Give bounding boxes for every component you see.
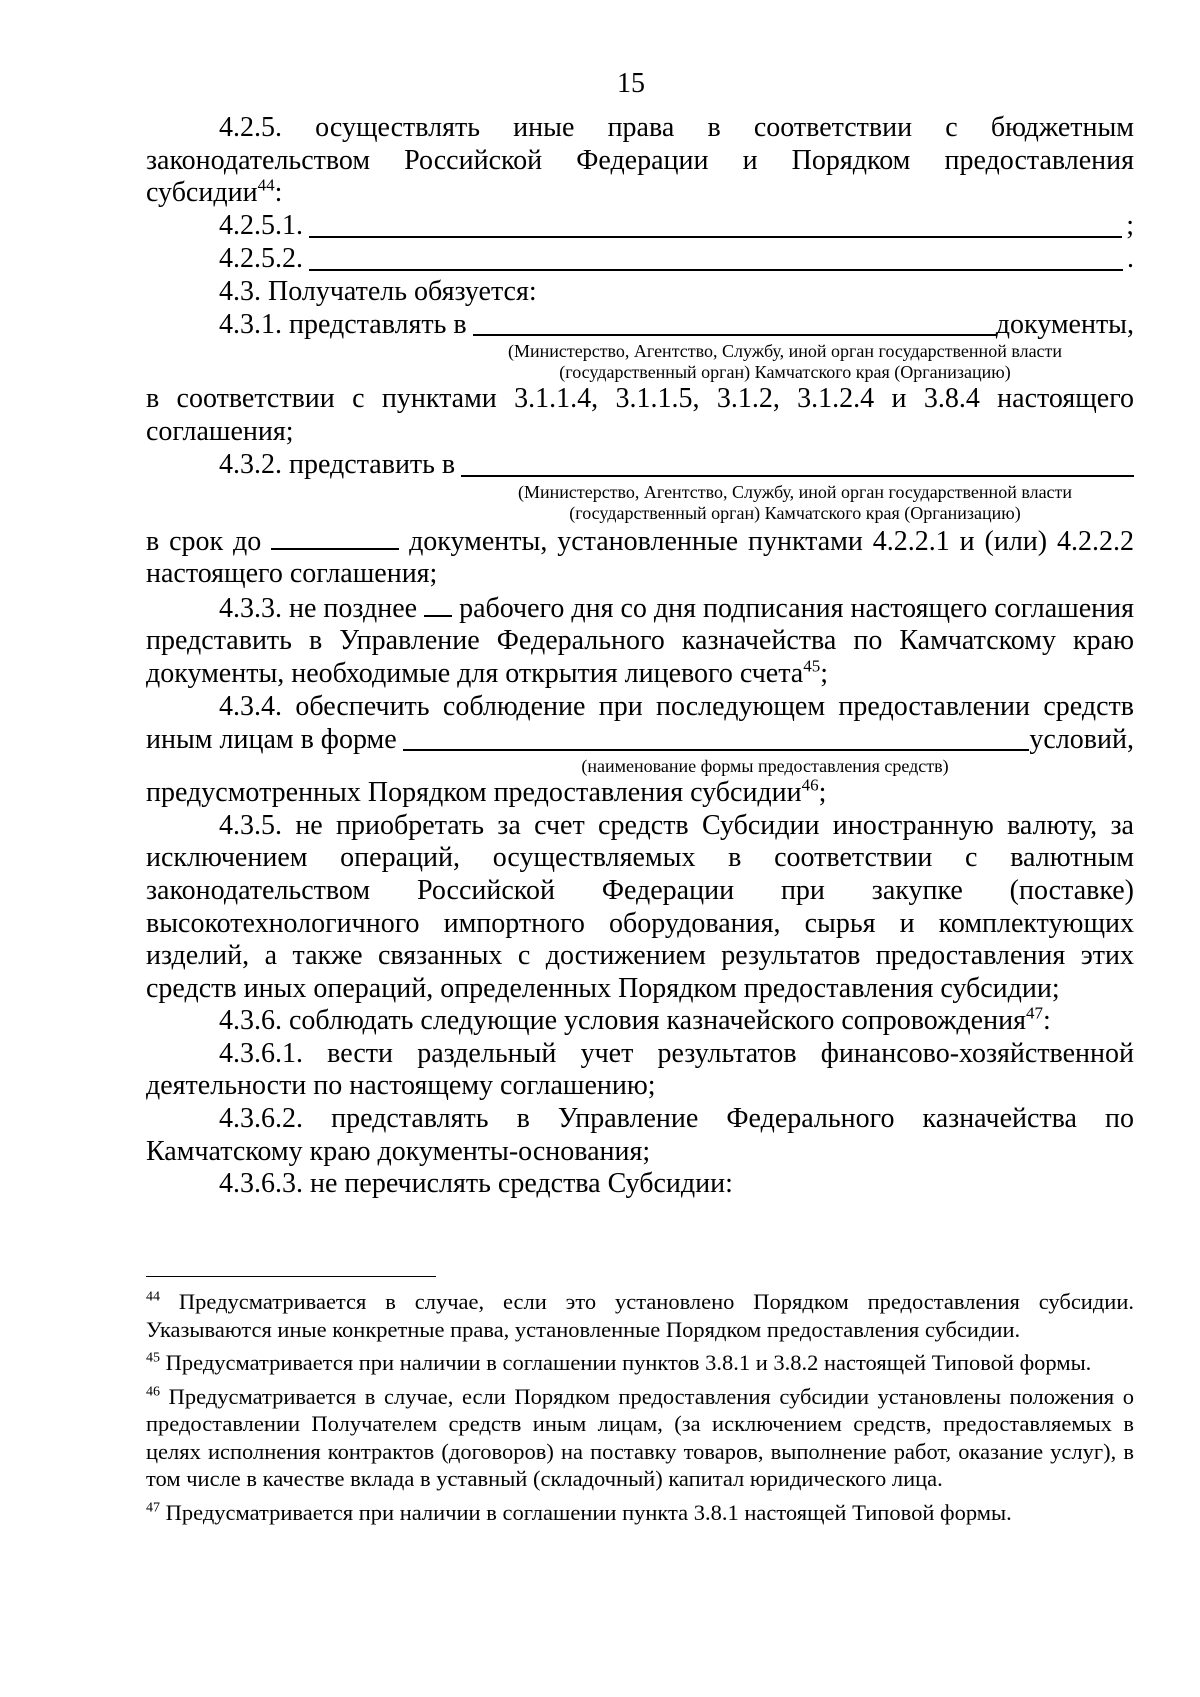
paragraph-4-3-2-continued: в срок до документы, установленные пунктами 4.2.2.1 и (или) 4.2.2.2 настоящего соглашения; [146, 525, 1135, 590]
caption-organ-2: (Министерство, Агентство, Службу, иной орган государственной власти (государственный орган) Камчатского края (Организацию) [517, 481, 1073, 523]
paragraph-4-3-2: 4.3.2. представить в [146, 449, 1134, 482]
document-body [146, 112, 1134, 1201]
footnote-44: $^{44}$ Предусматривается в случае, если это установлено Порядком предоставления субсидии. Указываются иные конкретные права, установленные Порядком предоставления субсидии. [146, 1289, 1134, 1342]
blank-field-deadline [271, 524, 399, 550]
paragraph-4-3-1-continued: в соответствии с пунктами 3.1.1.4, 3.1.1.5, 3.1.2, 3.1.2.4 и 3.8.4 настоящего соглашения; [146, 383, 1134, 447]
footnotes [146, 1288, 1134, 1532]
paragraph-4-2-5-2: 4.2.5.2. . [219, 243, 1134, 275]
page-number: 15 [617, 68, 645, 99]
caption-organ: (Министерство, Агентство, Службу, иной орган государственной власти (государственный орган) Камчатского края (Организацию) [507, 341, 1063, 383]
paragraph-4-3-4-continued: предусмотренных Порядком предоставления субсидии$^{46}$; [146, 775, 827, 809]
paragraph-4-3-4: 4.3.4. обеспечить соблюдение при последующем предоставлении средств [219, 690, 1134, 722]
footnote-ref-47: 47 [1025, 1003, 1043, 1023]
blank-field-form [403, 723, 1030, 751]
paragraph-4-3-6-3: 4.3.6.3. не перечислять средства Субсидии: [219, 1168, 733, 1200]
footnote-46: $^{46}$ Предусматривается в случае, если Порядком предоставления субсидии установлены положения о предоставлении Получателем средств иным лицам, (за исключением средств, предоставляемых в целях исполнения контрактов (договоров) на поставку товаров, выполнение работ, оказание услуг), в том числе в качестве вклада в уставный (складочный) капитал юридического лица. [146, 1383, 1135, 1491]
paragraph-4-3-1: 4.3.1. представлять в документы, [219, 308, 1134, 340]
blank-field-organ-2 [461, 449, 1134, 477]
blank-field-days [424, 591, 452, 617]
paragraph-4-3-6-1: 4.3.6.1. вести раздельный учет результатов финансово-хозяйственной деятельности по настоящему соглашению; [146, 1037, 1134, 1102]
footnote-ref-45: 45 [803, 656, 821, 676]
paragraph-4-3: 4.3. Получатель обязуется: [219, 275, 537, 307]
blank-field-organ-1 [473, 308, 996, 336]
paragraph-4-2-5: 4.2.5. осуществлять иные права в соответствии с бюджетным законодательством Российской Федерации и Порядком предоставления субсидии$^{44}$: [146, 112, 1134, 209]
footnote-ref-46: 46 [801, 775, 819, 795]
paragraph-4-3-6: 4.3.6. соблюдать следующие условия казначейского сопровождения$^{47}$: [219, 1003, 1051, 1037]
footnote-ref-44: 44 [257, 175, 275, 195]
paragraph-4-3-3: 4.3.3. не позднее рабочего дня со дня подписания настоящего соглашения представить в Управление Федерального казначейства по Камчатскому краю документы, необходимые для открытия лицевого счета$^{45}$; [146, 592, 1135, 689]
footnote-45: $^{45}$ Предусматривается при наличии в соглашении пунктов 3.8.1 и 3.8.2 настоящей Типовой формы. [146, 1350, 1092, 1375]
blank-field-4-2-5-2 [309, 243, 1123, 271]
footnote-47: $^{47}$ Предусматривается при наличии в соглашении пункта 3.8.1 настоящей Типовой формы. [146, 1499, 1012, 1525]
paragraph-4-3-6-2: 4.3.6.2. представлять в Управление Федерального казначейства по Камчатскому краю документы-основания; [146, 1103, 1134, 1167]
paragraph-4-3-4-form: иным лицам в форме условий, [146, 723, 1134, 755]
caption-form: (наименование формы предоставления средств) [581, 756, 949, 777]
paragraph-4-2-5-1: 4.2.5.1. ; [219, 210, 1134, 242]
paragraph-4-3-5: 4.3.5. не приобретать за счет средств Субсидии иностранную валюту, за исключением операций, осуществляемых в соответствии с валютным законодательством Российской Федерации при закупке (поставке) высокотехнологичного импортного оборудования, сырья и комплектующих изделий, а также связанных с достижением результатов предоставления этих средств иных операций, определенных Порядком предоставления субсидии; [146, 809, 1134, 1004]
footnote-separator [146, 1276, 436, 1277]
blank-field-4-2-5-1 [309, 210, 1122, 238]
